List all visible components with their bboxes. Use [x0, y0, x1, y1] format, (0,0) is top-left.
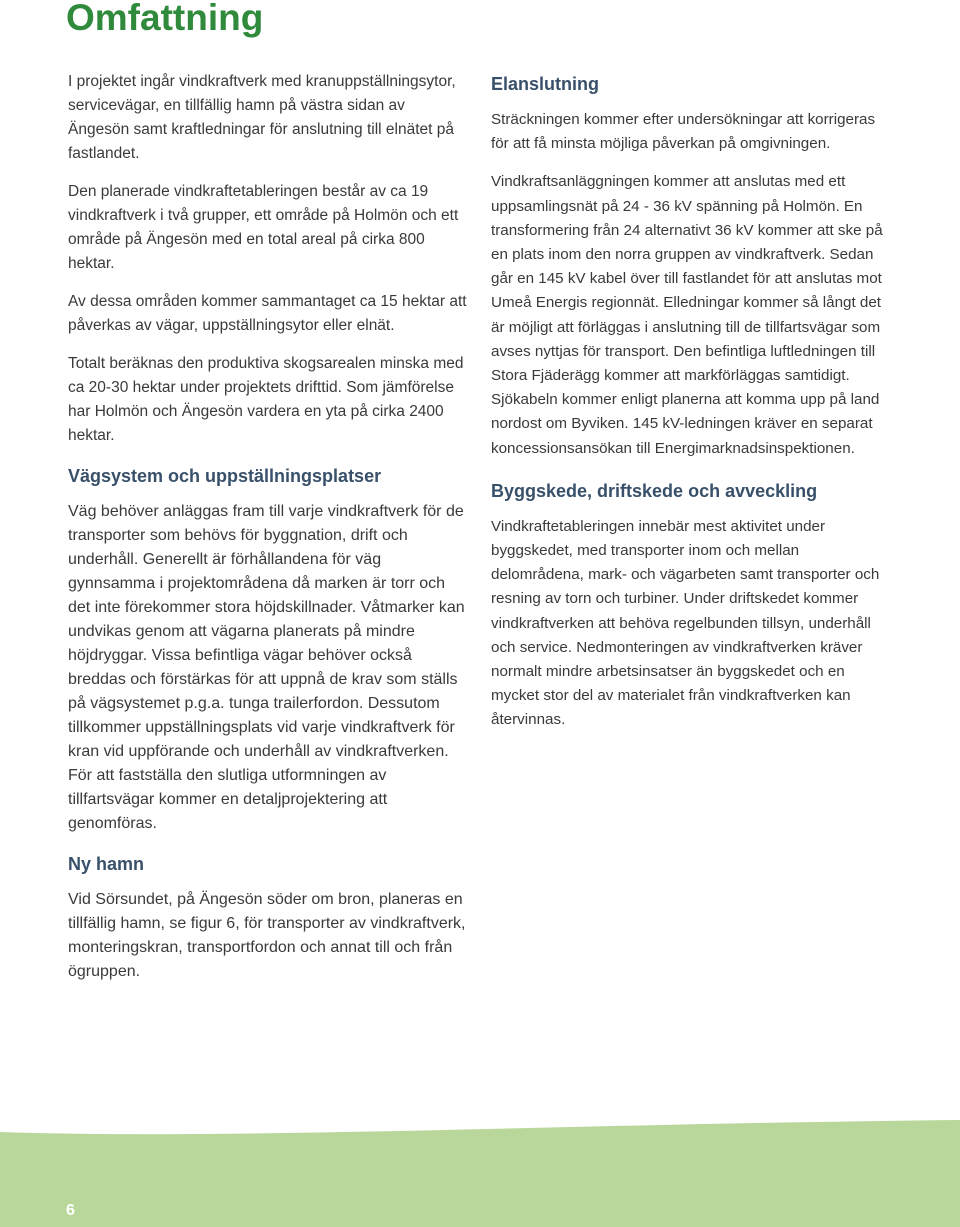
page-title: Omfattning — [66, 0, 264, 38]
right-column — [491, 72, 891, 747]
affected-area-paragraph: Av dessa områden kommer sammantaget ca 15 hektar att påverkas av vägar, uppställningsytor eller elnät. — [68, 293, 467, 334]
harbour-heading: Ny hamn — [68, 854, 145, 874]
left-column — [68, 70, 468, 998]
grid-connection-heading: Elanslutning — [491, 74, 599, 94]
roads-paragraph: Väg behöver anläggas fram till varje vindkraftverk för de transporter som behövs för byggnation, drift och underhåll. Generellt är förhållandena för väg gynnsamma i projektområdena då marken är torr och det inte förekommer stora höjdskillnader. Våtmarker kan undvikas genom att vägarna planerats på mindre höjdryggar. Vissa befintliga vägar behöver också breddas och förstärkas för att uppnå de krav som ställs på vägsystemet p.g.a. tunga trailerfordon. Dessutom tillkommer uppställningsplats vid varje vindkraftverk för kran vid uppförande och underhåll av vindkraftverken. För att fastställa den slutliga utformningen av tillfartsvägar kommer en detaljprojektering att genomföras. — [68, 503, 465, 832]
harbour-paragraph: Vid Sörsundet, på Ängesön söder om bron, planeras en tillfällig hamn, se figur 6, för transporter av vindkraftverk, monteringskran, transportfordon och annat till och från ögruppen. — [68, 891, 466, 980]
phases-paragraph: Vindkraftetableringen innebär mest aktivitet under byggskedet, med transporter inom och mellan delområdena, mark- och vägarbeten samt transporter och resning av torn och turbiner. Under driftskedet kommer vindkraftverken att behöva regelbunden tillsyn, underhåll och service. Nedmonteringen av vindkraftverken kräver normalt mindre arbetsinsatser än byggskedet och en mycket stor del av materialet från vindkraftverken kan återvinnas. — [491, 517, 880, 729]
intro-paragraph: I projektet ingår vindkraftverk med kranuppställningsytor, servicevägar, en tillfällig hamn på västra sidan av Ängesön samt kraftledningar för anslutning till elnätet på fastlandet. — [68, 73, 456, 162]
page-number: 6 — [66, 1202, 75, 1219]
phases-heading: Byggskede, driftskede och avveckling — [491, 480, 818, 501]
scope-paragraph: Den planerade vindkraftetableringen består av ca 19 vindkraftverk i två grupper, ett område på Holmön och ett område på Ängesön med en total areal på cirka 800 hektar. — [68, 183, 459, 272]
grid-connection-paragraph-2: Vindkraftsanläggningen kommer att anslutas med ett uppsamlingsnät på 24 - 36 kV spänning på Holmön. En transformering från 24 alternativt 36 kV kommer att ske på en plats inom den norra gruppen av vindkraftverk. Sedan går en 145 kV kabel över till fastlandet för att anslutas mot Umeå Energis regionnät. Elledningar kommer så långt det är möjligt att förläggas i anslutning till de tillfartsvägar som avses nyttjas för transport. Den befintliga luftledningen till Stora Fjäderägg kommer att markförläggas samtidigt. Sjökabeln kommer enligt planerna att komma upp på land nordost om Byviken. 145 kV-ledningen kräver en separat koncessionsansökan till Energimarknadsinspektionen. — [491, 173, 883, 457]
roads-heading: Vägsystem och uppställningsplatser — [68, 466, 382, 486]
footer-band-shape — [0, 1120, 960, 1227]
grid-connection-paragraph-1: Sträckningen kommer efter undersökningar att korrigeras för att få minsta möjliga påverkan på omgivningen. — [491, 111, 876, 153]
footer-band — [0, 1120, 960, 1227]
forest-area-paragraph: Totalt beräknas den produktiva skogsarealen minska med ca 20-30 hektar under projektets drifttid. Som jämförelse har Holmön och Ängesön vardera en yta på cirka 2400 hektar. — [68, 355, 464, 444]
